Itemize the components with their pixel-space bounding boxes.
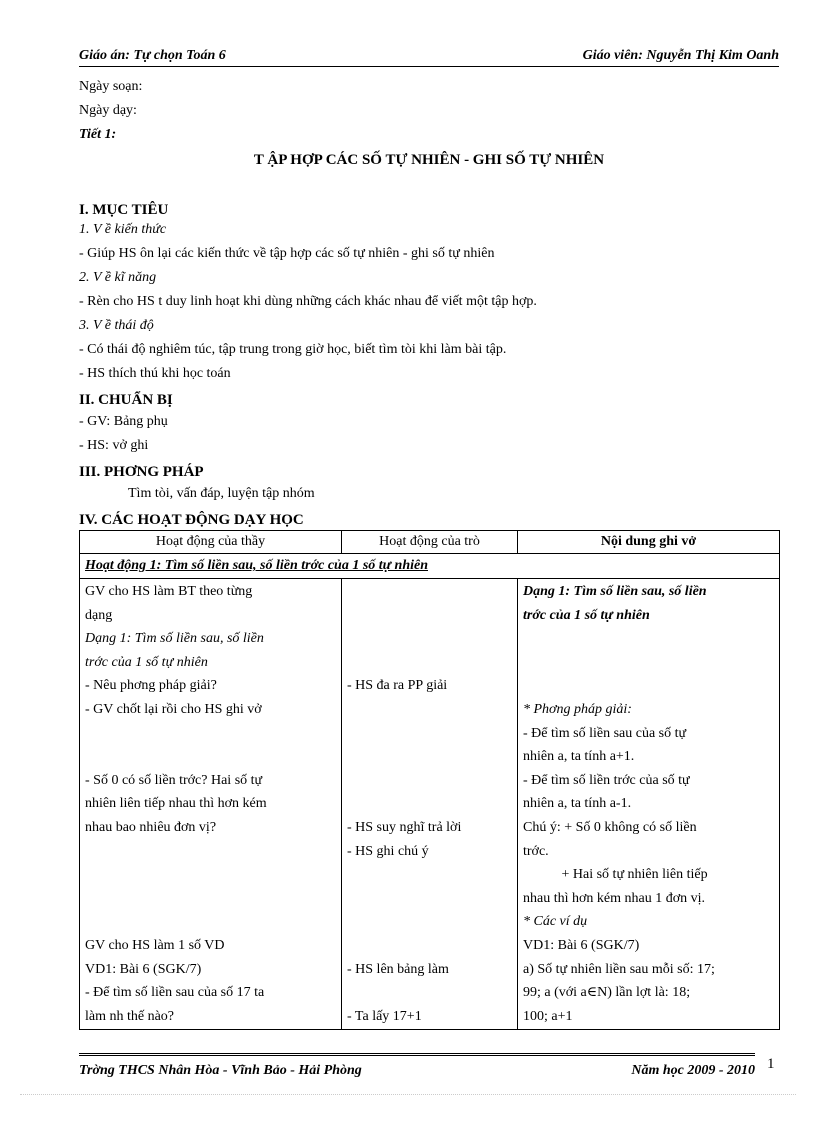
ngay-day: Ngày dạy:: [79, 103, 137, 118]
col1-line: [85, 887, 336, 911]
col1-line: - GV chốt lại rồi cho HS ghi vở: [85, 701, 262, 717]
section-hoat-dong: IV. CÁC HOẠT ĐỘNG DẠY HỌC: [79, 512, 304, 528]
col3-line: nhau thì hơn kém nhau 1 đơn vị.: [523, 890, 706, 906]
col2-line: [347, 863, 512, 887]
col1-line: - Số 0 có số liền trớc? Hai số tự: [85, 772, 263, 788]
col2-line: - HS lên bảng làm: [347, 961, 449, 977]
footer-left: Trờng THCS Nhân Hòa - Vĩnh Bảo - Hải Phòng: [79, 1063, 362, 1078]
col3-line: 99; a (với a∈N) lần lợt là: 18;: [523, 985, 691, 1001]
col1-line: Dạng 1: Tìm số liền sau, số liền: [85, 631, 264, 647]
col2-line: [347, 745, 512, 769]
col1-line: [85, 840, 336, 864]
ki-nang-text: - Rèn cho HS t duy linh hoạt khi dùng những cách khác nhau để viết một tập hợp.: [79, 294, 537, 309]
col1-line: dạng: [85, 607, 113, 623]
col2-line: [347, 934, 512, 958]
section-chuan-bi: II. CHUẨN BỊ: [79, 392, 173, 408]
footer-right: Năm học 2009 - 2010: [631, 1063, 755, 1078]
page-footer: [79, 1053, 755, 1080]
col2-line: [347, 981, 512, 1005]
col3-line: * Phơng pháp giải:: [523, 701, 632, 717]
section-muc-tieu: I. MỤC TIÊU: [79, 202, 169, 218]
chuan-bi-gv: - GV: Bảng phụ: [79, 414, 168, 429]
col2-line: [347, 769, 512, 793]
col3-line: Dạng 1: Tìm số liền sau, số liền: [523, 584, 707, 599]
col3-line: [523, 627, 774, 651]
col1-line: [85, 745, 336, 769]
col-thay-cell: [80, 579, 342, 1030]
chuan-bi-hs: - HS: vở ghi: [79, 438, 149, 453]
col-tro-cell: [342, 579, 518, 1030]
col3-line: [523, 651, 774, 675]
sub-thai-do: 3. V ề thái độ: [79, 318, 154, 333]
phuong-phap-text: Tìm tòi, vấn đáp, luyện tập nhóm: [128, 486, 315, 501]
col1-line: làm nh thế nào?: [85, 1008, 175, 1024]
col3-line: VD1: Bài 6 (SGK/7): [523, 937, 640, 953]
tiet-label: Tiết 1:: [79, 127, 117, 142]
col3-line: a) Số tự nhiên liền sau mỗi số: 17;: [523, 961, 715, 977]
section-phuong-phap: III. PHƠNG PHÁP: [79, 464, 204, 480]
col2-line: [347, 722, 512, 746]
col-header-noi-dung: Nội dung ghi vở: [518, 531, 780, 554]
col3-line: trớc của 1 số tự nhiên: [523, 607, 650, 623]
activity-title: Hoạt động 1: Tìm số liền sau, số liền trớc của 1 số tự nhiên: [80, 554, 780, 579]
col1-line: [85, 722, 336, 746]
sub-ki-nang: 2. V ề kĩ năng: [79, 270, 157, 285]
col3-line: 100; a+1: [523, 1008, 573, 1024]
col-header-tro: Hoạt động của trò: [342, 531, 518, 554]
col3-line: - Để tìm số liền trớc của số tự: [523, 772, 690, 788]
page-number: 1: [767, 1056, 775, 1072]
thai-do-text-1: - Có thái độ nghiêm túc, tập trung trong giờ học, biết tìm tòi khi làm bài tập.: [79, 342, 507, 357]
activity-row: [80, 554, 780, 579]
col2-line: [347, 887, 512, 911]
col1-line: nhau bao nhiêu đơn vị?: [85, 819, 217, 835]
col-header-thay: Hoạt động của thầy: [80, 531, 342, 554]
col-noi-dung-cell: [518, 579, 780, 1030]
page-header: [79, 48, 779, 67]
col2-line: - HS suy nghĩ trả lời: [347, 819, 462, 835]
col1-line: nhiên liên tiếp nhau thì hơn kém: [85, 796, 267, 812]
lesson-table: [79, 530, 780, 1030]
col1-line: GV cho HS làm BT theo từng: [85, 584, 253, 599]
col3-line: [523, 674, 774, 698]
col3-line: * Các ví dụ: [523, 914, 588, 930]
col3-line: nhiên a, ta tính a+1.: [523, 749, 635, 765]
col2-line: [347, 792, 512, 816]
page-edge-divider: [20, 1094, 796, 1095]
col2-line: [347, 651, 512, 675]
col1-line: trớc của 1 số tự nhiên: [85, 654, 208, 670]
header-left: Giáo án: Tự chọn Toán 6: [79, 48, 226, 63]
col1-line: [85, 910, 336, 934]
col2-line: [347, 910, 512, 934]
col1-line: - Nêu phơng pháp giải?: [85, 678, 217, 694]
col2-line: [347, 580, 512, 604]
thai-do-text-2: - HS thích thú khi học toán: [79, 366, 231, 381]
header-right: Giáo viên: Nguyễn Thị Kim Oanh: [582, 48, 779, 63]
col1-line: VD1: Bài 6 (SGK/7): [85, 961, 202, 977]
col3-line: Chú ý: + Số 0 không có số liền: [523, 819, 697, 835]
page-title: T ẬP HỢP CÁC SỐ TỰ NHIÊN - GHI SỐ TỰ NHIÊN: [253, 152, 605, 168]
col3-line: - Để tìm số liền sau của số tự: [523, 725, 687, 741]
col1-line: - Để tìm số liền sau của số 17 ta: [85, 985, 265, 1001]
col2-line: [347, 698, 512, 722]
ngay-soan: Ngày soạn:: [79, 79, 143, 94]
col1-line: GV cho HS làm 1 số VD: [85, 937, 225, 953]
table-header-row: [80, 531, 780, 554]
col2-line: [347, 604, 512, 628]
col3-line: + Hai số tự nhiên liên tiếp: [523, 867, 708, 883]
col2-line: - HS ghi chú ý: [347, 843, 429, 859]
col3-line: nhiên a, ta tính a-1.: [523, 796, 632, 812]
kien-thuc-text: - Giúp HS ôn lại các kiến thức về tập hợp các số tự nhiên - ghi số tự nhiên: [79, 246, 495, 261]
col2-line: [347, 627, 512, 651]
col2-line: - HS đa ra PP giải: [347, 678, 448, 694]
table-row: [80, 579, 780, 1030]
col3-line: trớc.: [523, 843, 549, 859]
col2-line: - Ta lấy 17+1: [347, 1008, 422, 1024]
col1-line: [85, 863, 336, 887]
sub-kien-thuc: 1. V ề kiến thức: [79, 222, 167, 237]
